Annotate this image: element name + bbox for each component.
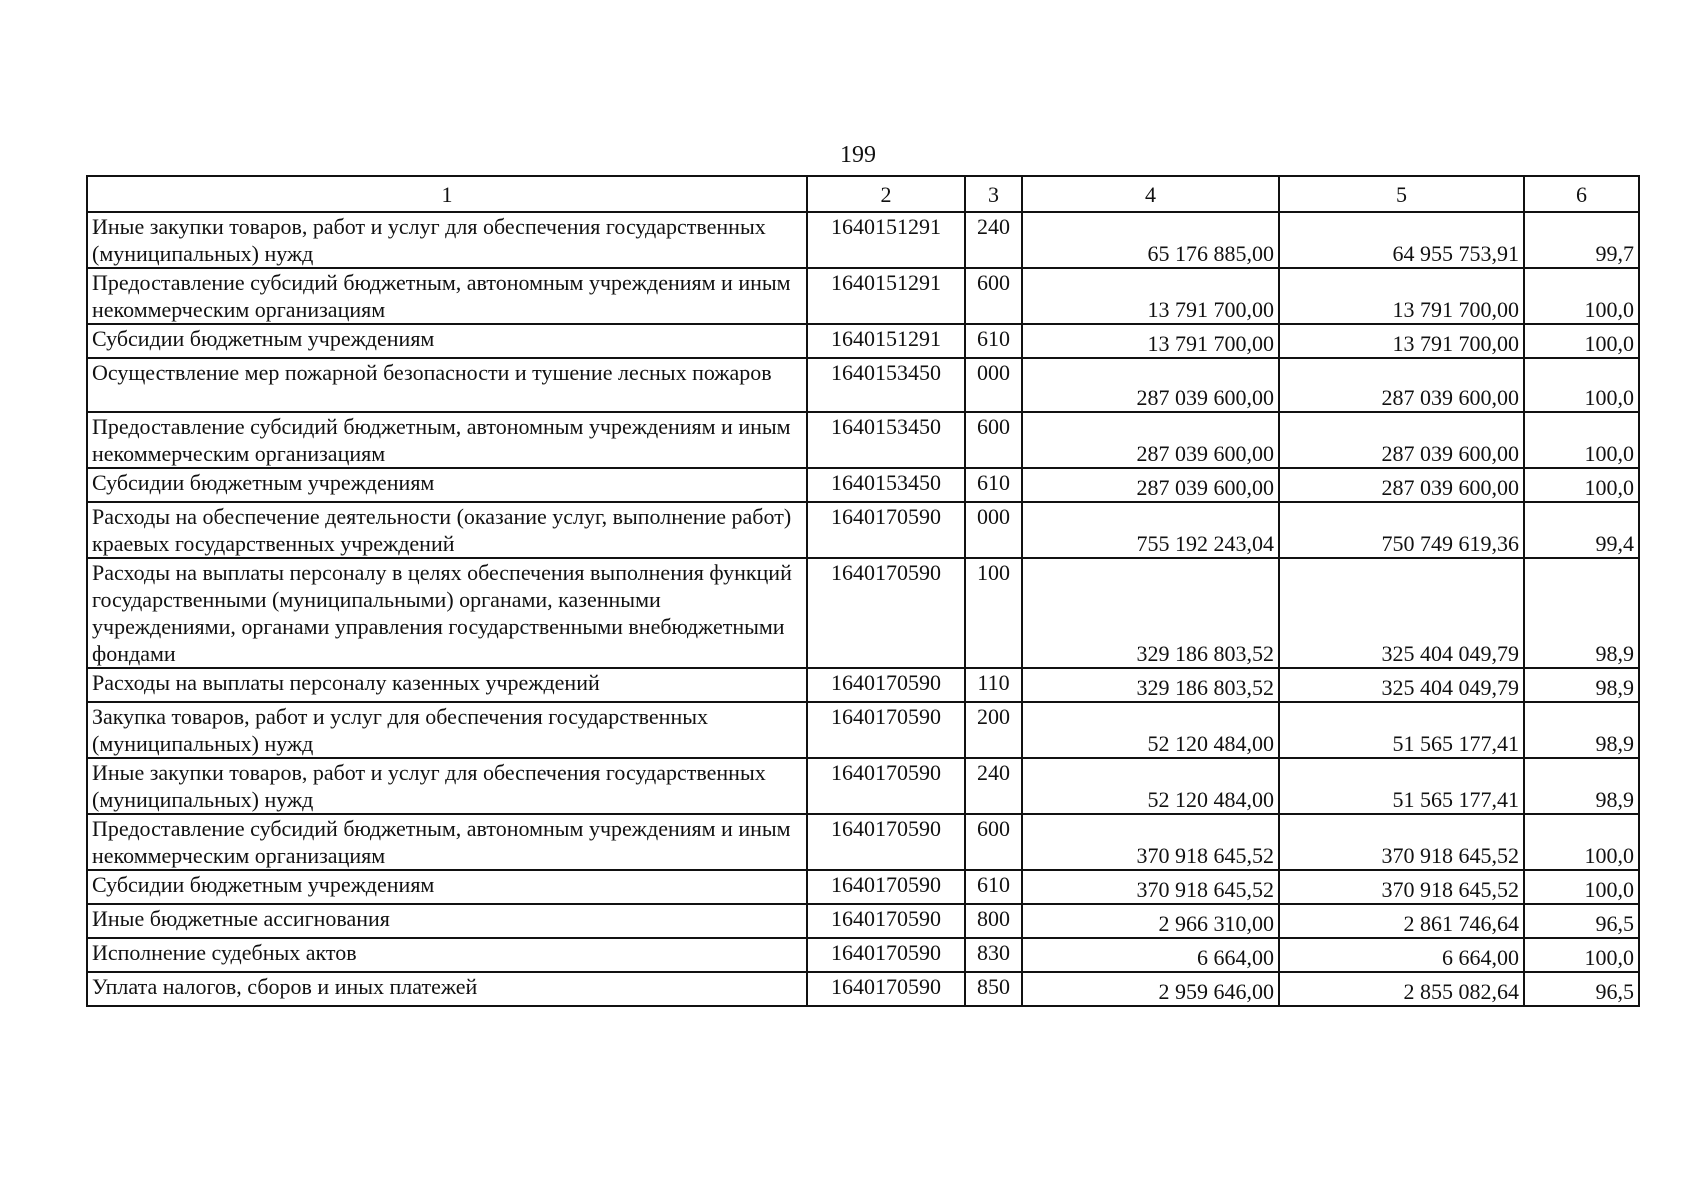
table-row (87, 268, 1639, 324)
table-row (87, 758, 1639, 814)
header-cell-6: 6 (1524, 176, 1639, 212)
cell-type: 000 (965, 358, 1022, 412)
cell-type: 600 (965, 814, 1022, 870)
cell-type: 000 (965, 502, 1022, 558)
budget-table (86, 175, 1640, 1007)
cell-code: 1640170590 (807, 972, 965, 1006)
cell-name: Закупка товаров, работ и услуг для обеспечения государственных (муниципальных) нужд (87, 702, 807, 758)
cell-name: Иные закупки товаров, работ и услуг для обеспечения государственных (муниципальных) нужд (87, 212, 807, 268)
table-row (87, 668, 1639, 702)
cell-name: Предоставление субсидий бюджетным, автономным учреждениям и иным некоммерческим организациям (87, 412, 807, 468)
cell-actual: 13 791 700,00 (1279, 268, 1524, 324)
table-row (87, 412, 1639, 468)
cell-percent: 98,9 (1524, 558, 1639, 668)
cell-actual: 370 918 645,52 (1279, 814, 1524, 870)
cell-type: 600 (965, 268, 1022, 324)
cell-percent: 100,0 (1524, 358, 1639, 412)
header-cell-5: 5 (1279, 176, 1524, 212)
table-row (87, 358, 1639, 412)
cell-percent: 100,0 (1524, 938, 1639, 972)
table-body (87, 212, 1639, 1006)
cell-plan: 2 966 310,00 (1022, 904, 1279, 938)
cell-name: Субсидии бюджетным учреждениям (87, 870, 807, 904)
cell-actual: 2 855 082,64 (1279, 972, 1524, 1006)
cell-actual: 6 664,00 (1279, 938, 1524, 972)
cell-name: Предоставление субсидий бюджетным, автономным учреждениям и иным некоммерческим организациям (87, 814, 807, 870)
cell-name: Предоставление субсидий бюджетным, автономным учреждениям и иным некоммерческим организациям (87, 268, 807, 324)
cell-code: 1640170590 (807, 668, 965, 702)
cell-actual: 287 039 600,00 (1279, 358, 1524, 412)
cell-code: 1640170590 (807, 904, 965, 938)
cell-code: 1640170590 (807, 870, 965, 904)
cell-name: Расходы на выплаты персоналу казенных учреждений (87, 668, 807, 702)
cell-plan: 755 192 243,04 (1022, 502, 1279, 558)
cell-plan: 370 918 645,52 (1022, 870, 1279, 904)
header-cell-2: 2 (807, 176, 965, 212)
cell-code: 1640151291 (807, 212, 965, 268)
header-row (87, 176, 1639, 212)
cell-type: 850 (965, 972, 1022, 1006)
cell-percent: 98,9 (1524, 758, 1639, 814)
cell-percent: 100,0 (1524, 468, 1639, 502)
cell-code: 1640170590 (807, 558, 965, 668)
cell-name: Исполнение судебных актов (87, 938, 807, 972)
cell-actual: 64 955 753,91 (1279, 212, 1524, 268)
cell-code: 1640153450 (807, 468, 965, 502)
header-cell-3: 3 (965, 176, 1022, 212)
cell-name: Расходы на выплаты персоналу в целях обеспечения выполнения функций государственными (муниципальными) органами, казенными учреждениями, органами управления государственными внебюджетными фондами (87, 558, 807, 668)
cell-plan: 287 039 600,00 (1022, 358, 1279, 412)
cell-actual: 750 749 619,36 (1279, 502, 1524, 558)
cell-name: Иные бюджетные ассигнования (87, 904, 807, 938)
cell-code: 1640170590 (807, 502, 965, 558)
cell-plan: 52 120 484,00 (1022, 702, 1279, 758)
cell-code: 1640151291 (807, 324, 965, 358)
cell-name: Осуществление мер пожарной безопасности и тушение лесных пожаров (87, 358, 807, 412)
table-row (87, 558, 1639, 668)
cell-plan: 370 918 645,52 (1022, 814, 1279, 870)
cell-code: 1640153450 (807, 412, 965, 468)
cell-type: 610 (965, 870, 1022, 904)
cell-plan: 52 120 484,00 (1022, 758, 1279, 814)
cell-type: 240 (965, 212, 1022, 268)
cell-percent: 100,0 (1524, 870, 1639, 904)
cell-plan: 329 186 803,52 (1022, 668, 1279, 702)
table-row (87, 468, 1639, 502)
cell-plan: 287 039 600,00 (1022, 468, 1279, 502)
table-row (87, 814, 1639, 870)
cell-name: Иные закупки товаров, работ и услуг для обеспечения государственных (муниципальных) нужд (87, 758, 807, 814)
cell-plan: 13 791 700,00 (1022, 268, 1279, 324)
cell-name: Субсидии бюджетным учреждениям (87, 324, 807, 358)
cell-type: 240 (965, 758, 1022, 814)
cell-plan: 65 176 885,00 (1022, 212, 1279, 268)
cell-percent: 99,7 (1524, 212, 1639, 268)
page-number: 199 (840, 142, 876, 168)
cell-actual: 370 918 645,52 (1279, 870, 1524, 904)
cell-percent: 100,0 (1524, 814, 1639, 870)
cell-actual: 325 404 049,79 (1279, 558, 1524, 668)
cell-percent: 98,9 (1524, 668, 1639, 702)
cell-percent: 100,0 (1524, 268, 1639, 324)
cell-percent: 99,4 (1524, 502, 1639, 558)
table-row (87, 324, 1639, 358)
table-row (87, 212, 1639, 268)
cell-code: 1640153450 (807, 358, 965, 412)
cell-plan: 2 959 646,00 (1022, 972, 1279, 1006)
cell-type: 610 (965, 468, 1022, 502)
cell-code: 1640170590 (807, 702, 965, 758)
cell-actual: 51 565 177,41 (1279, 758, 1524, 814)
cell-percent: 100,0 (1524, 324, 1639, 358)
cell-actual: 51 565 177,41 (1279, 702, 1524, 758)
cell-actual: 325 404 049,79 (1279, 668, 1524, 702)
cell-name: Субсидии бюджетным учреждениям (87, 468, 807, 502)
header-cell-1: 1 (87, 176, 807, 212)
table-row (87, 904, 1639, 938)
cell-type: 110 (965, 668, 1022, 702)
cell-plan: 287 039 600,00 (1022, 412, 1279, 468)
cell-actual: 287 039 600,00 (1279, 412, 1524, 468)
cell-type: 800 (965, 904, 1022, 938)
cell-plan: 329 186 803,52 (1022, 558, 1279, 668)
cell-type: 610 (965, 324, 1022, 358)
cell-code: 1640170590 (807, 758, 965, 814)
cell-code: 1640170590 (807, 814, 965, 870)
cell-type: 100 (965, 558, 1022, 668)
cell-type: 830 (965, 938, 1022, 972)
cell-plan: 6 664,00 (1022, 938, 1279, 972)
cell-percent: 96,5 (1524, 904, 1639, 938)
cell-name: Уплата налогов, сборов и иных платежей (87, 972, 807, 1006)
cell-actual: 287 039 600,00 (1279, 468, 1524, 502)
cell-name: Расходы на обеспечение деятельности (оказание услуг, выполнение работ) краевых государственных учреждений (87, 502, 807, 558)
table-row (87, 870, 1639, 904)
cell-percent: 98,9 (1524, 702, 1639, 758)
cell-code: 1640170590 (807, 938, 965, 972)
cell-percent: 100,0 (1524, 412, 1639, 468)
table-row (87, 938, 1639, 972)
cell-percent: 96,5 (1524, 972, 1639, 1006)
cell-actual: 2 861 746,64 (1279, 904, 1524, 938)
table-row (87, 502, 1639, 558)
cell-type: 200 (965, 702, 1022, 758)
table-row (87, 972, 1639, 1006)
cell-actual: 13 791 700,00 (1279, 324, 1524, 358)
cell-plan: 13 791 700,00 (1022, 324, 1279, 358)
header-cell-4: 4 (1022, 176, 1279, 212)
cell-code: 1640151291 (807, 268, 965, 324)
cell-type: 600 (965, 412, 1022, 468)
table-row (87, 702, 1639, 758)
